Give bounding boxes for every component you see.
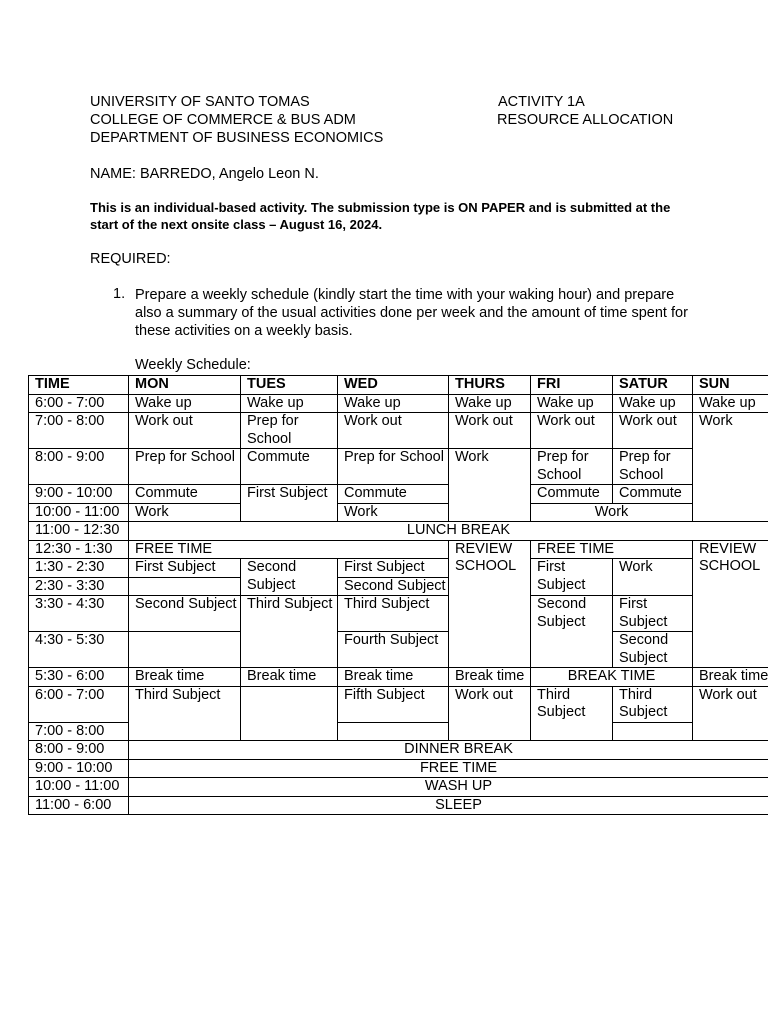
schedule-cell: Break time xyxy=(129,668,241,687)
schedule-cell: Work out xyxy=(449,413,531,449)
time-cell: 11:00 - 6:00 xyxy=(29,796,129,815)
schedule-cell: First Subject xyxy=(531,559,613,596)
table-row xyxy=(29,596,768,632)
weekly-schedule-label: Weekly Schedule: xyxy=(135,357,251,373)
student-name: NAME: BARREDO, Angelo Leon N. xyxy=(90,166,319,182)
schedule-cell: Work out xyxy=(338,413,449,449)
schedule-cell: Prep for School xyxy=(241,413,338,449)
weekly-schedule-table xyxy=(28,375,768,815)
schedule-cell: First Subject xyxy=(129,559,241,578)
table-row xyxy=(29,632,768,668)
schedule-cell: Work out xyxy=(693,686,768,741)
submission-notice: This is an individual-based activity. The submission type is ON PAPER and is submitted at the start of the next onsite class – August 16, 2024. xyxy=(90,200,671,232)
table-row xyxy=(29,503,768,522)
header-tues: TUES xyxy=(241,376,338,395)
schedule-cell: Third Subject xyxy=(531,686,613,741)
header-mon: MON xyxy=(129,376,241,395)
time-cell: 8:00 - 9:00 xyxy=(29,449,129,485)
schedule-cell: Fifth Subject xyxy=(338,686,449,722)
schedule-cell: Wake up xyxy=(693,394,768,413)
header-wed: WED xyxy=(338,376,449,395)
schedule-cell: REVIEW SCHOOL xyxy=(693,540,768,668)
schedule-cell: REVIEW SCHOOL xyxy=(449,540,531,668)
schedule-cell: Fourth Subject xyxy=(338,632,449,668)
schedule-cell: Commute xyxy=(338,485,449,504)
schedule-cell: Work out xyxy=(613,413,693,449)
activity-title: RESOURCE ALLOCATION xyxy=(497,112,674,128)
time-cell: 7:00 - 8:00 xyxy=(29,722,129,741)
header-college: COLLEGE OF COMMERCE & BUS ADM xyxy=(90,112,356,128)
schedule-cell xyxy=(129,632,241,668)
schedule-cell: Commute xyxy=(129,485,241,504)
schedule-cell: Work xyxy=(693,413,768,522)
table-row xyxy=(29,559,768,578)
header-department: DEPARTMENT OF BUSINESS ECONOMICS xyxy=(90,130,384,146)
schedule-cell: FREE TIME xyxy=(129,540,449,559)
schedule-cell: Commute xyxy=(613,485,693,504)
schedule-cell: First Subject xyxy=(613,596,693,632)
schedule-cell: Wake up xyxy=(531,394,613,413)
schedule-cell: Prep for School xyxy=(129,449,241,485)
schedule-cell: First Subject xyxy=(241,485,338,522)
table-row xyxy=(29,413,768,449)
schedule-cell: Third Subject xyxy=(613,686,693,722)
dinner-break-cell: DINNER BREAK xyxy=(129,741,768,760)
time-cell: 11:00 - 12:30 xyxy=(29,522,129,541)
schedule-cell: Work out xyxy=(129,413,241,449)
schedule-cell: Second Subject xyxy=(241,559,338,596)
schedule-cell: Break time xyxy=(338,668,449,687)
schedule-cell: Second Subject xyxy=(531,596,613,668)
schedule-cell: Work out xyxy=(449,686,531,741)
schedule-cell: Wake up xyxy=(449,394,531,413)
schedule-cell xyxy=(613,722,693,741)
schedule-cell xyxy=(338,722,449,741)
time-cell: 9:00 - 10:00 xyxy=(29,759,129,778)
schedule-cell: Wake up xyxy=(613,394,693,413)
table-row xyxy=(29,522,768,541)
schedule-cell: BREAK TIME xyxy=(531,668,693,687)
table-row xyxy=(29,796,768,815)
header-sun: SUN xyxy=(693,376,768,395)
header-university: UNIVERSITY OF SANTO TOMAS xyxy=(90,94,310,110)
schedule-cell: Prep for School xyxy=(613,449,693,485)
wash-up-cell: WASH UP xyxy=(129,778,768,797)
table-row xyxy=(29,449,768,485)
time-cell: 6:00 - 7:00 xyxy=(29,394,129,413)
schedule-cell: Wake up xyxy=(129,394,241,413)
header-time: TIME xyxy=(29,376,129,395)
schedule-cell xyxy=(241,686,338,741)
schedule-cell: Second Subject xyxy=(129,596,241,632)
instruction-number: 1. xyxy=(113,286,126,302)
header-fri: FRI xyxy=(531,376,613,395)
schedule-cell: Work out xyxy=(531,413,613,449)
table-row xyxy=(29,485,768,504)
schedule-cell: FREE TIME xyxy=(531,540,693,559)
schedule-cell: Work xyxy=(338,503,449,522)
schedule-cell: Second Subject xyxy=(613,632,693,668)
header-thurs: THURS xyxy=(449,376,531,395)
time-cell: 1:30 - 2:30 xyxy=(29,559,129,578)
activity-number: ACTIVITY 1A xyxy=(498,94,585,110)
schedule-cell: Break time xyxy=(241,668,338,687)
time-cell: 7:00 - 8:00 xyxy=(29,413,129,449)
time-cell: 4:30 - 5:30 xyxy=(29,632,129,668)
schedule-cell: Wake up xyxy=(338,394,449,413)
table-row xyxy=(29,540,768,559)
time-cell: 10:00 - 11:00 xyxy=(29,778,129,797)
instruction-text: Prepare a weekly schedule (kindly start the time with your waking hour) and prepare also a summary of the usual activities done per week and the amount of time spent for these activities on a weekly basis. xyxy=(135,287,688,339)
header-satur: SATUR xyxy=(613,376,693,395)
table-row xyxy=(29,778,768,797)
schedule-cell: Work xyxy=(129,503,241,522)
schedule-cell xyxy=(129,577,241,596)
schedule-cell: Prep for School xyxy=(338,449,449,485)
required-label: REQUIRED: xyxy=(90,251,171,267)
sleep-cell: SLEEP xyxy=(129,796,768,815)
table-row xyxy=(29,686,768,722)
schedule-cell: Commute xyxy=(241,449,338,485)
schedule-cell: Third Subject xyxy=(241,596,338,668)
time-cell: 10:00 - 11:00 xyxy=(29,503,129,522)
schedule-cell: Work xyxy=(613,559,693,596)
time-cell: 5:30 - 6:00 xyxy=(29,668,129,687)
free-time-cell: FREE TIME xyxy=(129,759,768,778)
schedule-cell: Third Subject xyxy=(129,686,241,741)
schedule-cell: Break time xyxy=(693,668,768,687)
time-cell: 2:30 - 3:30 xyxy=(29,577,129,596)
schedule-cell: Wake up xyxy=(241,394,338,413)
table-row xyxy=(29,741,768,760)
schedule-cell: Prep for School xyxy=(531,449,613,485)
table-header-row xyxy=(29,376,768,395)
time-cell: 12:30 - 1:30 xyxy=(29,540,129,559)
schedule-cell: Third Subject xyxy=(338,596,449,632)
time-cell: 6:00 - 7:00 xyxy=(29,686,129,722)
schedule-cell: Work xyxy=(449,449,531,522)
table-row xyxy=(29,759,768,778)
schedule-cell: Break time xyxy=(449,668,531,687)
schedule-cell: Commute xyxy=(531,485,613,504)
schedule-cell: First Subject xyxy=(338,559,449,578)
schedule-cell: Work xyxy=(531,503,693,522)
time-cell: 3:30 - 4:30 xyxy=(29,596,129,632)
schedule-cell: Second Subject xyxy=(338,577,449,596)
table-row xyxy=(29,668,768,687)
table-row xyxy=(29,394,768,413)
time-cell: 8:00 - 9:00 xyxy=(29,741,129,760)
time-cell: 9:00 - 10:00 xyxy=(29,485,129,504)
lunch-break-cell: LUNCH BREAK xyxy=(129,522,768,541)
